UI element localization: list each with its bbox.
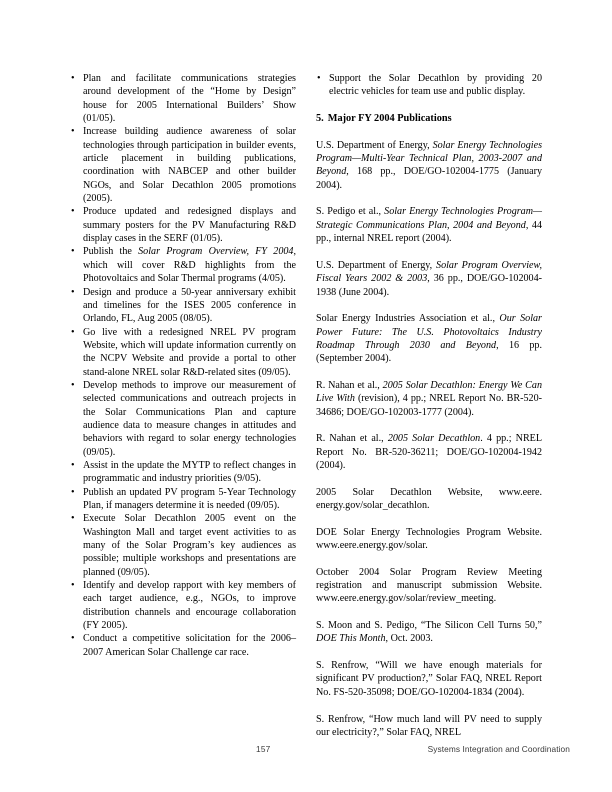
ref-post: , 44 pp., internal NREL report (2004).	[316, 219, 543, 245]
ref-pre: October 2004 Solar Program Review Meeting registration and manuscript submission Website. www.eere.energy.gov/solar/review_meeting.	[316, 566, 542, 605]
left-column-bullet-list	[70, 72, 296, 659]
ref-pre: U.S. Department of Energy,	[316, 259, 437, 271]
list-item: • Assist in the update the MYTP to reflect changes in programmatic and industry priorities (9/05).	[70, 459, 296, 486]
left-column	[70, 72, 296, 722]
ref-italic-title: DOE This Month	[316, 633, 386, 645]
ref-italic-title: 2005 Solar Decathlon	[387, 433, 481, 445]
ref-post: , Oct. 2003.	[385, 633, 433, 645]
list-item: • Identify and develop rapport with key members of each target audience, e.g., NGOs, to improve distribution channels and encourage collaboration (FY 2005).	[70, 579, 296, 632]
ref-italic-title: Solar Energy Technologies Program—Multi-Year Technical Plan, 2003-2007 and Beyond	[316, 139, 542, 178]
reference-entry	[316, 566, 542, 606]
right-column	[316, 72, 543, 738]
reference-entry	[316, 379, 542, 419]
reference-entry	[316, 205, 542, 245]
ref-post: , 16 pp. (September 2004).	[316, 339, 543, 365]
ref-pre: S. Pedigo et al.,	[316, 206, 385, 218]
reference-entry	[316, 713, 542, 740]
ref-post: , 36 pp., DOE/GO-102004-1938 (June 2004).	[316, 273, 542, 298]
reference-entry	[316, 659, 542, 699]
ref-post: (revision), 4 pp.; NREL Report No. BR-520-34686; DOE/GO-102003-1777 (2004).	[316, 393, 542, 418]
section-number: 5.	[316, 113, 324, 125]
section-title: Major FY 2004 Publications	[327, 113, 452, 125]
list-item: • Publish an updated PV program 5-Year Technology Plan, if managers determine it is needed (09/05).	[70, 486, 296, 513]
section-heading	[316, 112, 542, 125]
list-item: • Go live with a redesigned NREL PV program Website, which will update information currently on the NCPV Website and provide a portal to other stand-alone NREL solar R&D-related sites (09/05).	[70, 326, 296, 379]
list-item: • Increase building audience awareness of solar technologies through participation in builder events, article placement in building publications, coordination with NABCEP and other builder NGOs, and Solar Decathlon 2005 promotions (2005).	[70, 125, 296, 205]
ref-pre: 2005 Solar Decathlon Website, www.eere. energy.gov/solar_decathlon.	[316, 486, 542, 511]
bullet-text-pre: Publish the	[83, 246, 139, 258]
ref-pre: S. Moon and S. Pedigo, “The Silicon Cell Turns 50,”	[316, 620, 542, 632]
list-item: • Execute Solar Decathlon 2005 event on the Washington Mall and target event activities to as many of the Solar Program’s key audiences as possible; multiple workshops and presentations are planned (09/05).	[70, 512, 296, 579]
ref-pre: R. Nahan et al.,	[316, 433, 388, 445]
ref-post: , 168 pp., DOE/GO-102004-1775 (January 2004).	[316, 166, 542, 191]
ref-pre: DOE Solar Energy Technologies Program Website. www.eere.energy.gov/solar.	[316, 526, 542, 552]
list-item: • Support the Solar Decathlon by providing 20 electric vehicles for team use and public display.	[316, 72, 542, 99]
right-column-bullet-list	[316, 72, 542, 99]
ref-pre: S. Renfrow, “Will we have enough materials for significant PV production?,” Solar FAQ, NREL Report No. FS-520-35098; DOE/GO-102004-1834 (2004).	[316, 660, 542, 698]
ref-italic-title: Solar Program Overview, Fiscal Years 2002 & 2003	[316, 259, 542, 285]
italic-publication-title: Solar Program Overview, FY 2004	[138, 246, 294, 258]
list-item: • Design and produce a 50-year anniversary exhibit and timelines for the ISES 2005 conference in Orlando, FL, Aug 2005 (08/05).	[70, 286, 296, 326]
ref-pre: R. Nahan et al.,	[316, 379, 383, 391]
publications-reference-list	[316, 139, 542, 739]
footer-section-title: Systems Integration and Coordination	[427, 744, 570, 754]
ref-post: . 4 pp.; NREL Report No. BR-520-36211; DOE/GO-102004-1942 (2004).	[316, 433, 543, 471]
reference-entry	[316, 619, 542, 646]
bullet-text-post: , which will cover R&D highlights from the Photovoltaics and Solar Thermal programs (4/05).	[83, 246, 297, 285]
ref-pre: S. Renfrow, “How much land will PV need to supply our electricity?,” Solar FAQ, NREL	[316, 713, 542, 738]
reference-entry	[316, 486, 542, 513]
page-number: 157	[256, 744, 271, 754]
list-item: • Produce updated and redesigned displays and summary posters for the PV Manufacturing R&D display cases in the SERF (01/05).	[70, 205, 296, 245]
reference-entry	[316, 432, 542, 472]
ref-pre: U.S. Department of Energy,	[316, 139, 433, 151]
ref-italic-title: Solar Energy Technologies Program—Strategic Communications Plan, 2004 and Beyond	[316, 206, 542, 231]
list-item: • Plan and facilitate communications strategies around development of the “Home by Design” house for 2005 International Builders’ Show (01/05).	[70, 72, 296, 125]
page-footer	[0, 744, 612, 764]
reference-entry	[316, 259, 542, 299]
list-item: • Conduct a competitive solicitation for the 2006–2007 American Solar Challenge car race.	[70, 632, 296, 659]
reference-entry	[316, 526, 542, 553]
two-column-body	[70, 72, 543, 738]
list-item: • Develop methods to improve our measurement of selected communications and outreach projects in the Solar Communications Plan and capture audience data to measure changes in attitudes and behaviors with regard to solar energy technologies (09/05).	[70, 379, 296, 459]
ref-italic-title: Our Solar Power Future: The U.S. Photovoltaics Industry Roadmap Through 2030 and Beyond	[316, 313, 542, 351]
ref-pre: Solar Energy Industries Association et al.,	[316, 313, 500, 325]
reference-entry	[316, 312, 542, 365]
ref-italic-title: 2005 Solar Decathlon: Energy We Can Live With	[316, 379, 542, 405]
list-item-with-italic-title	[70, 245, 296, 285]
reference-entry	[316, 139, 542, 192]
